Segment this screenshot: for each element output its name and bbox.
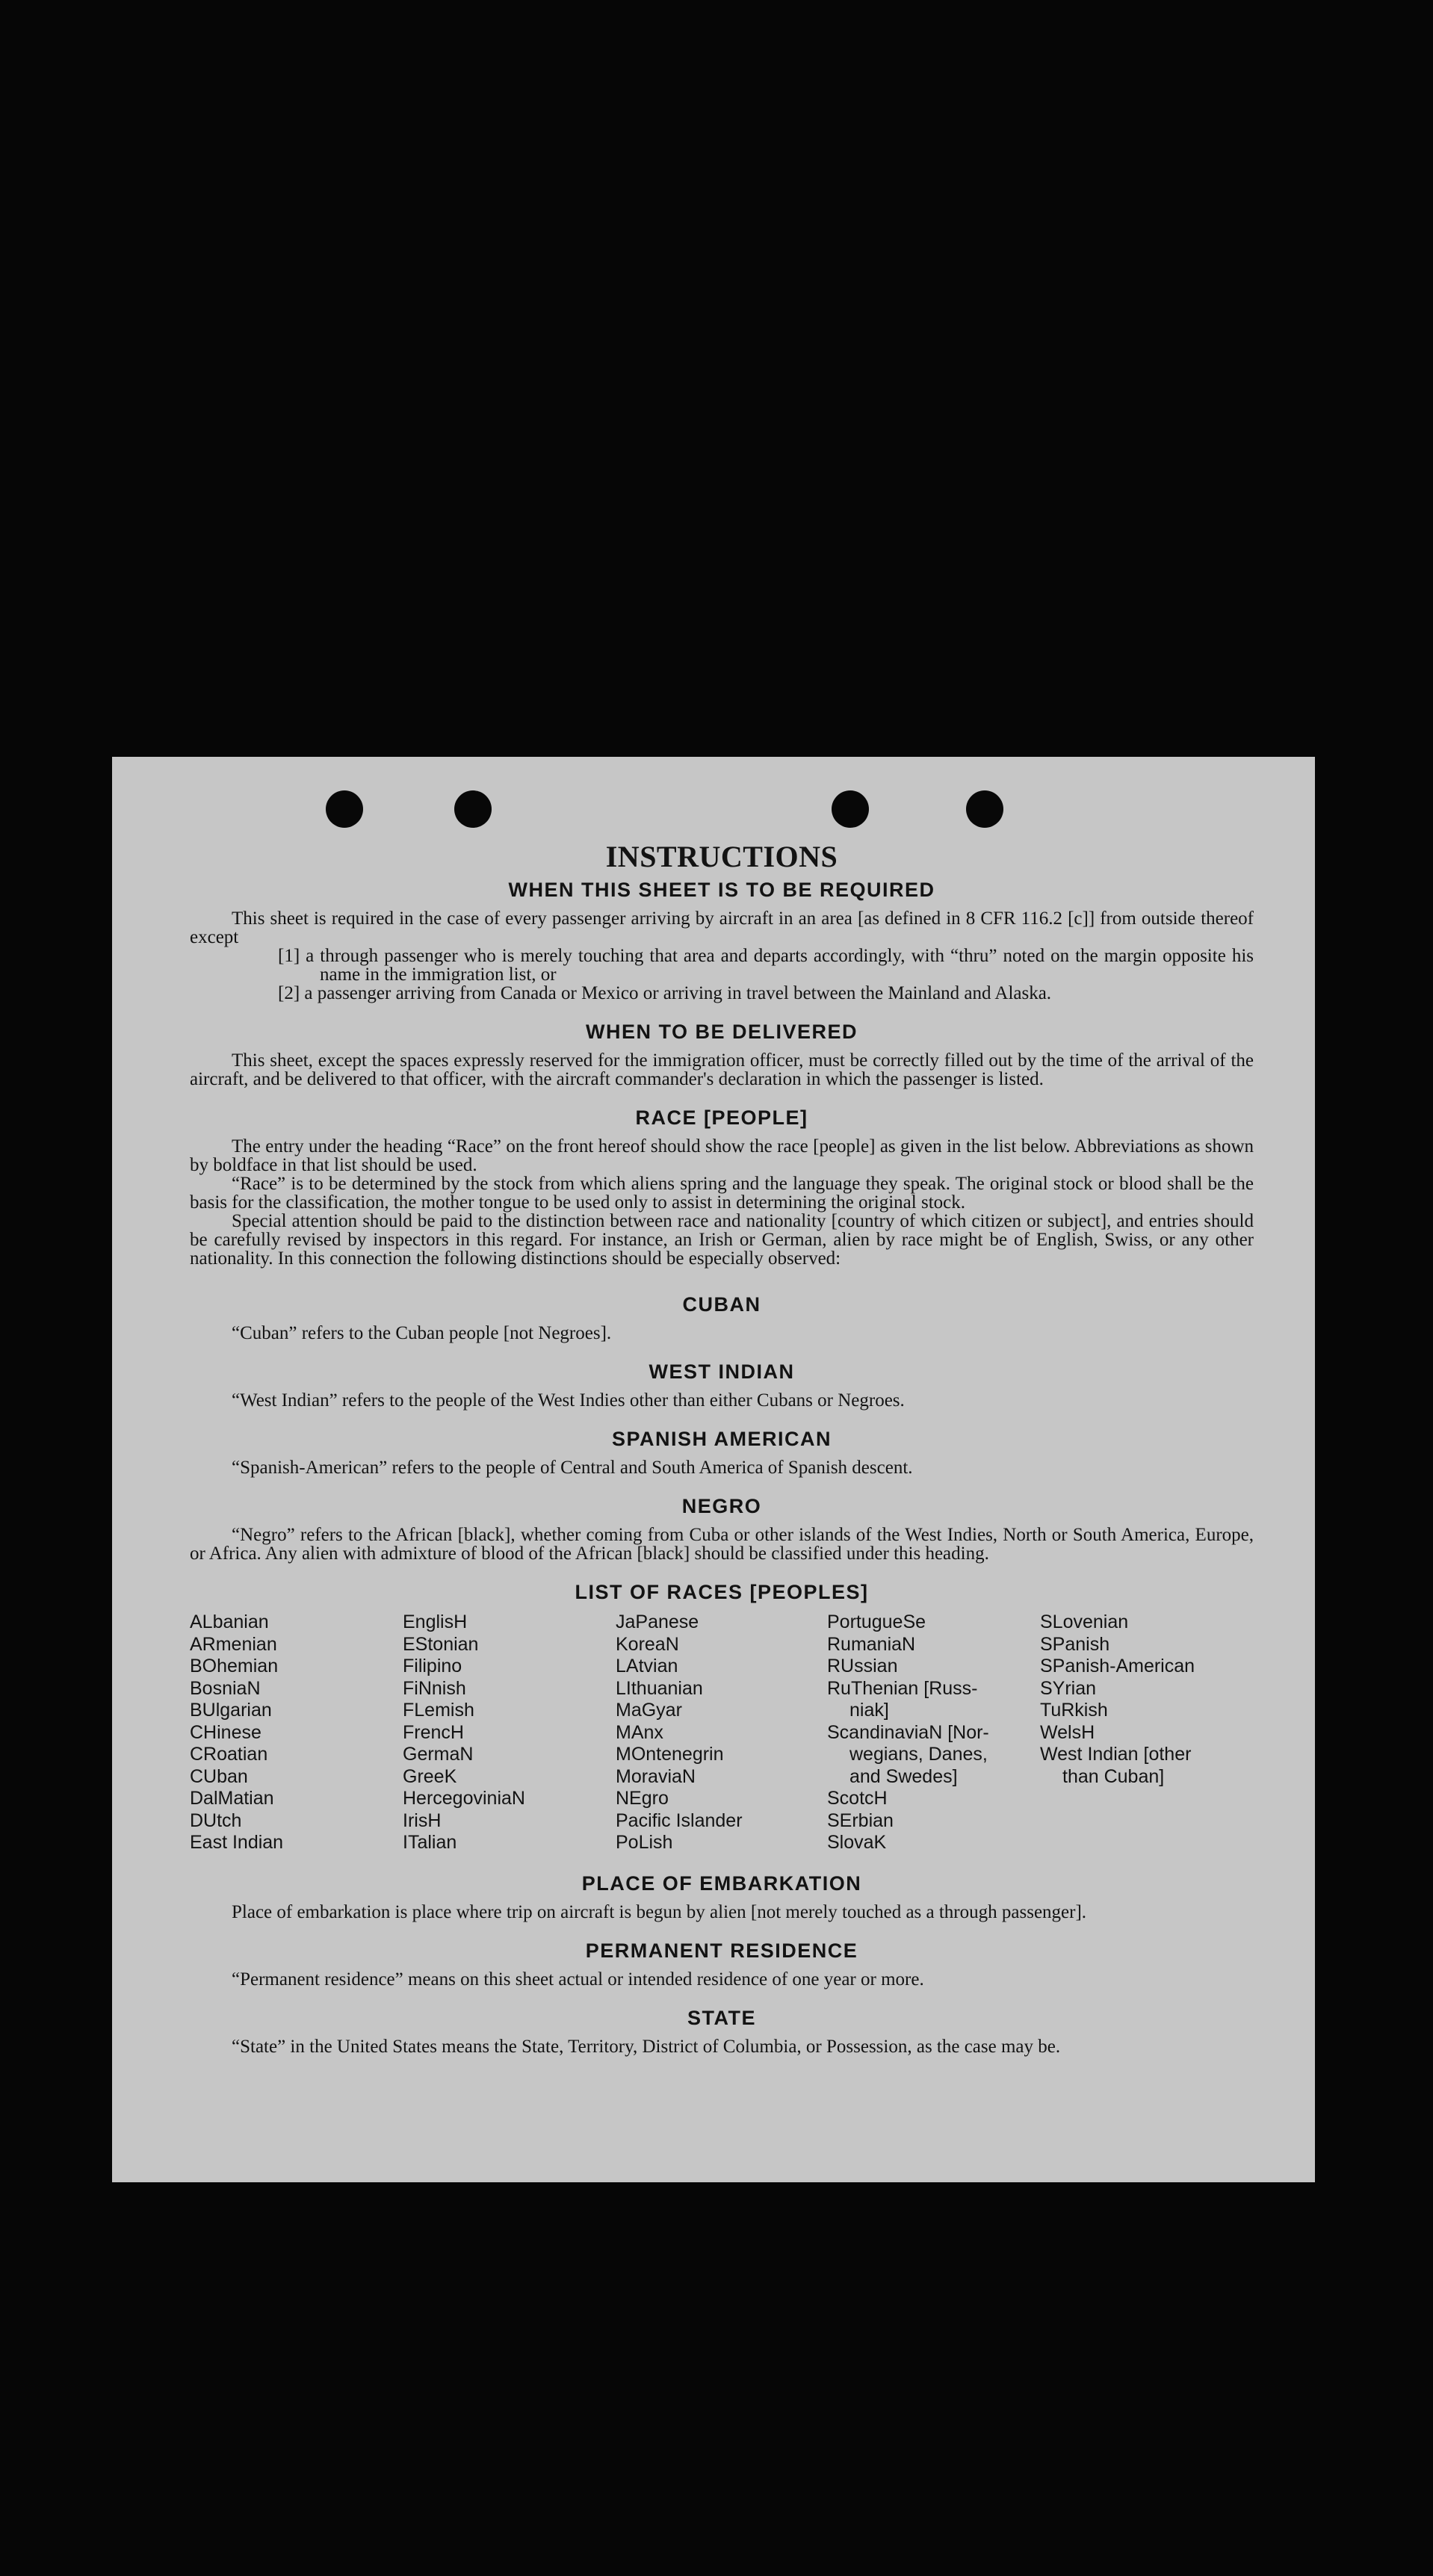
race-entry: ScandinaviaN [Nor- xyxy=(827,1721,989,1743)
race-entry: TuRkish xyxy=(1040,1700,1108,1721)
heading-when-required: WHEN THIS SHEET IS TO BE REQUIRED xyxy=(508,879,935,901)
race-entry: BosniaN xyxy=(190,1677,261,1699)
race-entry: ALbanian xyxy=(190,1611,269,1632)
cuban-text: “Cuban” refers to the Cuban people [not Negroes]. xyxy=(232,1323,612,1343)
race-entry: WelsH xyxy=(1040,1721,1095,1743)
permanent-residence-text: “Permanent residence” means on this sheet actual or intended residence of one year or more. xyxy=(232,1969,924,1990)
heading-west-indian: WEST INDIAN xyxy=(649,1360,795,1383)
races-column xyxy=(403,1611,616,1854)
race-entry: GermaN xyxy=(403,1744,474,1765)
race-entry: SLovenian xyxy=(1040,1611,1129,1632)
races-column xyxy=(827,1611,1040,1854)
race-entry-continuation: and Swedes] xyxy=(849,1765,958,1787)
race-entry: RUssian xyxy=(827,1656,898,1676)
heading-permanent-residence: PERMANENT RESIDENCE xyxy=(585,1939,858,1962)
page-title: INSTRUCTIONS xyxy=(605,840,838,873)
races-column xyxy=(616,1611,827,1854)
race-entry: LAtvian xyxy=(616,1656,678,1676)
race-paragraph-2: “Race” is to be determined by the stock from which aliens spring and the language they speak. The original stock or blood shall be the basis for the classification, the mother tongue to be used only to assist in determining the original stock. xyxy=(190,1174,1254,1213)
race-entry-continuation: than Cuban] xyxy=(1062,1765,1165,1787)
spanish-american-text: “Spanish-American” refers to the people of Central and South America of Spanish descent. xyxy=(232,1458,913,1478)
exception-item-1: [1] a through passenger who is merely touching that area and departs accordingly, with “thru” noted on the margin opposite his name in the immigration list, or xyxy=(278,946,1254,985)
race-entry: SPanish xyxy=(1040,1633,1110,1655)
race-entry: BOhemian xyxy=(190,1656,279,1676)
race-entry: PortugueSe xyxy=(827,1611,926,1632)
race-entry: MaGyar xyxy=(616,1700,682,1721)
race-entry: MoraviaN xyxy=(616,1765,696,1787)
heading-cuban: CUBAN xyxy=(682,1293,761,1316)
race-entry: SlovaK xyxy=(827,1832,887,1853)
race-entry: PoLish xyxy=(616,1832,673,1853)
instruction-sheet xyxy=(112,757,1315,2182)
races-list xyxy=(190,1611,1254,1854)
race-entry: CRoatian xyxy=(190,1744,268,1765)
negro-text: “Negro” refers to the African [black], whether coming from Cuba or other islands of the West Indies, North or South America, Europe, or Africa. Any alien with admixture of blood of the African [black] should be classified under this heading. xyxy=(190,1525,1254,1564)
exception-item-2: [2] a passenger arriving from Canada or Mexico or arriving in travel between the Mainland and Alaska. xyxy=(278,983,1052,1003)
heading-list-of-races: LIST OF RACES [PEOPLES] xyxy=(575,1581,869,1603)
race-entry: MAnx xyxy=(616,1721,663,1743)
race-entry: MOntenegrin xyxy=(616,1744,724,1765)
state-text: “State” in the United States means the State, Territory, District of Columbia, or Possession, as the case may be. xyxy=(232,2036,1061,2057)
when-required-intro: This sheet is required in the case of every passenger arriving by aircraft in an area [as defined in 8 CFR 116.2 [c]] from outside thereof except xyxy=(190,908,1254,947)
race-entry: IrisH xyxy=(403,1809,442,1831)
race-entry: Pacific Islander xyxy=(616,1809,743,1831)
race-entry: NEgro xyxy=(616,1788,669,1809)
race-entry: Filipino xyxy=(403,1656,462,1676)
race-entry: ARmenian xyxy=(190,1633,277,1655)
race-entry: EnglisH xyxy=(403,1611,468,1632)
when-delivered-text: This sheet, except the spaces expressly reserved for the immigration officer, must be correctly filled out by the time of the arrival of the aircraft, and be delivered to that officer, with the aircraft commander's declaration in which the passenger is listed. xyxy=(190,1050,1254,1089)
race-entry: West Indian [other xyxy=(1040,1744,1192,1765)
heading-negro: NEGRO xyxy=(681,1495,762,1517)
race-entry: East Indian xyxy=(190,1832,284,1853)
race-entry: SErbian xyxy=(827,1809,894,1831)
race-entry: HercegoviniaN xyxy=(403,1788,525,1809)
race-entry: DUtch xyxy=(190,1809,242,1831)
race-entry-continuation: wegians, Danes, xyxy=(849,1744,988,1765)
heading-state: STATE xyxy=(687,2006,756,2029)
punch-hole xyxy=(832,790,869,828)
race-paragraph-3: Special attention should be paid to the distinction between race and nationality [country of which citizen or subject], and entries should be carefully revised by inspectors in this regard. For instance, an Irish or German, alien by race might be of English, Swiss, or any other nationality. In this connection the following distinctions should be especially observed: xyxy=(190,1211,1254,1269)
race-entry: GreeK xyxy=(403,1765,457,1787)
race-entry: ScotcH xyxy=(827,1788,888,1809)
race-entry: SYrian xyxy=(1040,1677,1097,1699)
heading-race: RACE [PEOPLE] xyxy=(635,1106,808,1129)
punch-hole xyxy=(326,790,363,828)
punch-hole xyxy=(966,790,1003,828)
race-entry-continuation: niak] xyxy=(849,1700,889,1721)
race-entry: JaPanese xyxy=(616,1611,699,1632)
heading-embarkation: PLACE OF EMBARKATION xyxy=(581,1871,862,1895)
heading-spanish-american: SPANISH AMERICAN xyxy=(611,1428,832,1450)
race-entry: EStonian xyxy=(403,1633,479,1655)
race-entry: RuThenian [Russ- xyxy=(827,1677,978,1699)
race-entry: RumaniaN xyxy=(827,1633,916,1655)
race-entry: ITalian xyxy=(403,1832,457,1853)
embarkation-text: Place of embarkation is place where trip on aircraft is begun by alien [not merely touched as a through passenger]. xyxy=(232,1901,1087,1922)
race-entry: CHinese xyxy=(190,1721,261,1743)
races-column xyxy=(190,1611,403,1854)
west-indian-text: “West Indian” refers to the people of the West Indies other than either Cubans or Negroes. xyxy=(232,1390,905,1411)
heading-when-delivered: WHEN TO BE DELIVERED xyxy=(585,1021,858,1043)
race-entry: LIthuanian xyxy=(616,1677,703,1699)
race-entry: CUban xyxy=(190,1765,248,1787)
races-column xyxy=(1040,1611,1264,1854)
race-entry: KoreaN xyxy=(616,1633,679,1655)
race-entry: BUlgarian xyxy=(190,1700,272,1721)
race-entry: DalMatian xyxy=(190,1788,274,1809)
race-paragraph-1: The entry under the heading “Race” on the front hereof should show the race [people] as given in the list below. Abbreviations as shown by boldface in that list should be used. xyxy=(190,1136,1254,1175)
race-entry: FiNnish xyxy=(403,1677,466,1699)
race-entry: SPanish-American xyxy=(1040,1656,1195,1676)
race-entry: FrencH xyxy=(403,1721,464,1743)
punch-hole xyxy=(454,790,492,828)
race-entry: FLemish xyxy=(403,1700,474,1721)
